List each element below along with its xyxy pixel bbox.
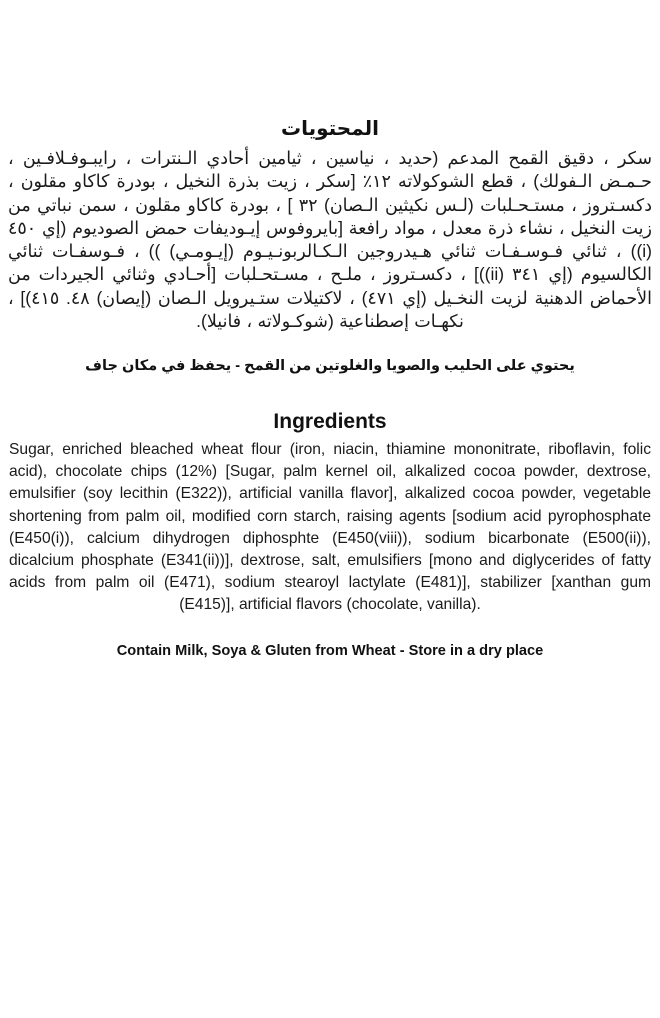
english-ingredients-heading: Ingredients — [273, 409, 387, 433]
english-ingredients-section — [0, 410, 660, 661]
english-allergen-storage-note: Contain Milk, Soya & Gluten from Wheat - Store in a dry place — [116, 643, 544, 660]
arabic-ingredients-section — [0, 118, 660, 376]
arabic-ingredients-heading: المحتويات — [280, 118, 379, 140]
ingredients-label-panel — [0, 118, 660, 1018]
arabic-allergen-storage-note: يحتوي على الحليب والصويا والغلوتين من القمح - يحفظ في مكان جاف — [85, 358, 575, 375]
arabic-ingredients-text: سكر ، دقيق القمح المدعم (حديد ، نياسين ، ثيامين أحادي الـنترات ، رايبـوفـلافـين ، حـمـض الـفولك) ، قطع الشوكولاته ١٢٪ [سكر ، زيت بذرة النخيل ، بودرة كاكاو مقلون ، دكسـتروز ، مستـحـلبات (لـس نكيثين الـصان) ٣٢ ] ، بودرة كاكاو مقلون ، سمن نباتي من زيت النخيل ، نشاء ذرة معدل ، مواد رافعة [بايروفوس إيـوديفات حمض الصوديوم (إي ٤٥٠ (i)) ، ثنائي فـوسـفـات ثنائي هـيدروجين الـكـالربونـيـوم (إيـومـي) )) ، فـوسفـات ثنائي الكالسيوم (إي ٣٤١ (ii))] ، دكسـتروز ، ملـح ، مسـتحـلبات [أحـادي وثنائي الجيردات من الأحماض الدهنية لزيت النخـيل (إي ٤٧١) ، لاكتيلات ستـيرويل الـصان (إيصان) ٤٨. ٤١٥)] ، نكهـات إصطناعية (شوكـولاته ، فانيلا). — [8, 148, 652, 331]
english-ingredients-text: Sugar, enriched bleached wheat flour (iron, niacin, thiamine mononitrate, riboflavin, folic acid), chocolate chips (12%) [Sugar, palm kernel oil, alkalized cocoa powder, dextrose, emulsifier (soy lecithin (E322)), artificial vanilla flavor], alkalized cocoa powder, vegetable shortening from palm oil, modified corn starch, raising agents [sodium acid pyrophosphate (E450(i)), calcium dihydrogen diphosphte (E450(viii)), sodium bicarbonate (E500(ii)), dicalcium phosphate (E341(ii))], dextrose, salt, emulsifiers [mono and diglycerides of fatty acids from palm oil (E471), sodium stearoyl lactylate (E481)], stabilizer [xanthan gum (E415)], artificial flavors (chocolate, vanilla). — [9, 441, 651, 614]
